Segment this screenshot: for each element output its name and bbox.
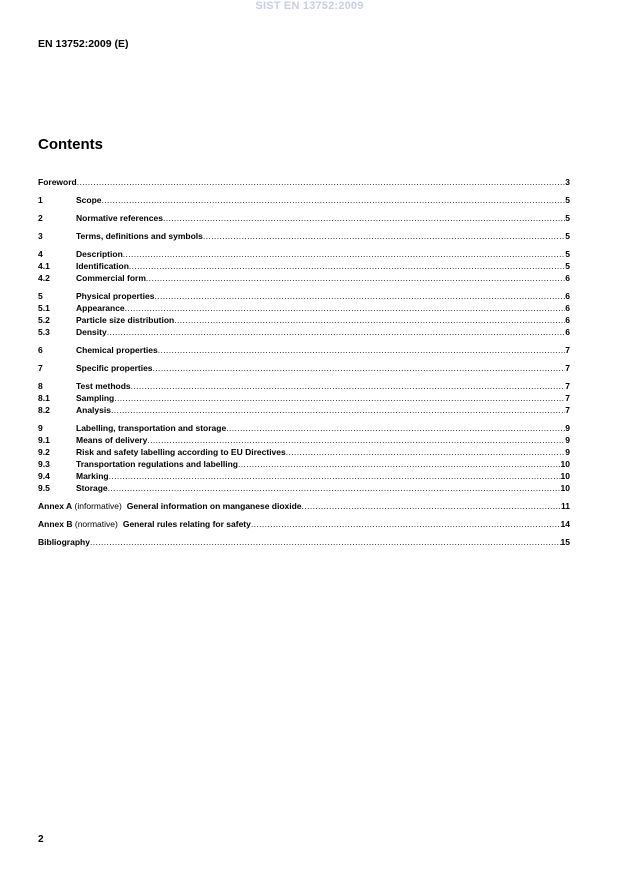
watermark: SIST EN 13752:2009 xyxy=(255,0,364,12)
toc-title: Marking xyxy=(76,471,109,481)
toc-title: Transportation regulations and labelling xyxy=(76,459,238,469)
toc-leader xyxy=(251,518,561,530)
contents-heading: Contents xyxy=(38,136,103,153)
toc-title: Appearance xyxy=(76,303,125,313)
toc-page: 14 xyxy=(560,519,570,529)
toc-number: 4 xyxy=(38,249,43,259)
toc-page: 10 xyxy=(560,483,570,493)
toc-entry[interactable] xyxy=(38,434,570,446)
toc-leader xyxy=(102,194,566,206)
toc-page: 5 xyxy=(565,195,570,205)
toc-title: General rules relating for safety xyxy=(122,519,251,529)
toc-title: General information on manganese dioxide xyxy=(126,501,302,511)
toc-entry[interactable] xyxy=(38,248,570,260)
toc-title: Sampling xyxy=(76,393,115,403)
toc-page: 5 xyxy=(565,231,570,241)
toc-entry[interactable] xyxy=(38,272,570,284)
toc-leader xyxy=(107,326,566,338)
toc-page: 9 xyxy=(565,435,570,445)
toc-page: 7 xyxy=(565,381,570,391)
toc-number: 5.3 xyxy=(38,327,50,337)
toc-number: 8.2 xyxy=(38,405,50,415)
toc-page: 7 xyxy=(565,345,570,355)
toc-entry[interactable] xyxy=(38,230,570,242)
toc-entry-annex-b[interactable] xyxy=(38,518,570,530)
toc-leader xyxy=(226,422,565,434)
toc-page: 6 xyxy=(565,315,570,325)
toc-page: 6 xyxy=(565,273,570,283)
toc-title: Terms, definitions and symbols xyxy=(76,231,203,241)
toc-leader xyxy=(163,212,565,224)
toc-title: Specific properties xyxy=(76,363,153,373)
toc-entry[interactable] xyxy=(38,290,570,302)
toc-number: 7 xyxy=(38,363,43,373)
toc-entry[interactable] xyxy=(38,362,570,374)
toc-page: 7 xyxy=(565,405,570,415)
toc-number: 9.5 xyxy=(38,483,50,493)
toc-leader xyxy=(154,290,565,302)
toc-page: 7 xyxy=(565,363,570,373)
toc-number: 5.2 xyxy=(38,315,50,325)
annex-kind: (normative) xyxy=(74,519,118,529)
toc-page: 10 xyxy=(560,459,570,469)
document-id-header: EN 13752:2009 (E) xyxy=(38,38,129,50)
toc-title: Test methods xyxy=(76,381,131,391)
toc-number: 9.2 xyxy=(38,447,50,457)
toc-leader xyxy=(203,230,565,242)
toc-entry[interactable] xyxy=(38,260,570,272)
toc-leader xyxy=(174,314,565,326)
toc-page: 5 xyxy=(565,213,570,223)
toc-entry-annex-a[interactable] xyxy=(38,500,570,512)
toc-leader xyxy=(90,536,561,548)
toc-entry[interactable] xyxy=(38,422,570,434)
toc-leader xyxy=(147,434,565,446)
toc-entry[interactable] xyxy=(38,194,570,206)
toc-page: 10 xyxy=(560,471,570,481)
toc-entry[interactable] xyxy=(38,482,570,494)
toc-number: 5.1 xyxy=(38,303,50,313)
toc-title: Storage xyxy=(76,483,108,493)
toc-title: Bibliography xyxy=(38,537,90,547)
toc-title: Chemical properties xyxy=(76,345,158,355)
toc-entry[interactable] xyxy=(38,380,570,392)
toc-leader xyxy=(146,272,565,284)
toc-leader xyxy=(114,392,565,404)
toc-number: 8.1 xyxy=(38,393,50,403)
toc-entry-foreword[interactable] xyxy=(38,176,570,188)
toc-entry[interactable] xyxy=(38,446,570,458)
page-number: 2 xyxy=(38,834,44,845)
toc-title: Commercial form xyxy=(76,273,146,283)
toc-leader xyxy=(158,344,566,356)
annex-kind: (informative) xyxy=(74,501,122,511)
toc-entry[interactable] xyxy=(38,302,570,314)
toc-entry[interactable] xyxy=(38,470,570,482)
toc-page: 6 xyxy=(565,291,570,301)
toc-number: 3 xyxy=(38,231,43,241)
toc-number: 1 xyxy=(38,195,43,205)
toc-page: 9 xyxy=(565,423,570,433)
toc-title: Density xyxy=(76,327,107,337)
toc-title: Physical properties xyxy=(76,291,155,301)
toc-leader xyxy=(77,176,566,188)
toc-page: 6 xyxy=(565,303,570,313)
toc-number: 9.3 xyxy=(38,459,50,469)
toc-title: Description xyxy=(76,249,123,259)
annex-label: Annex A xyxy=(38,501,73,511)
toc-leader xyxy=(129,260,565,272)
toc-entry[interactable] xyxy=(38,212,570,224)
toc-page: 11 xyxy=(561,501,570,511)
toc-title: Identification xyxy=(76,261,129,271)
toc-title: Analysis xyxy=(76,405,111,415)
toc-entry[interactable] xyxy=(38,392,570,404)
toc-leader xyxy=(111,404,565,416)
toc-entry[interactable] xyxy=(38,404,570,416)
toc-page: 3 xyxy=(565,177,570,187)
toc-leader xyxy=(286,446,566,458)
toc-number: 4.1 xyxy=(38,261,50,271)
toc-number: 8 xyxy=(38,381,43,391)
toc-page: 15 xyxy=(560,537,570,547)
toc-page: 6 xyxy=(565,327,570,337)
toc-title: Labelling, transportation and storage xyxy=(76,423,227,433)
toc-leader xyxy=(123,248,566,260)
toc-title: Scope xyxy=(76,195,102,205)
toc-number: 4.2 xyxy=(38,273,50,283)
toc-number: 6 xyxy=(38,345,43,355)
toc-page: 7 xyxy=(565,393,570,403)
toc-page: 5 xyxy=(565,249,570,259)
toc-title: Normative references xyxy=(76,213,163,223)
toc-title: Means of delivery xyxy=(76,435,148,445)
toc-entry[interactable] xyxy=(38,314,570,326)
toc-entry[interactable] xyxy=(38,458,570,470)
toc-leader xyxy=(131,380,566,392)
toc-title: Particle size distribution xyxy=(76,315,175,325)
toc-title: Foreword xyxy=(38,177,77,187)
toc-leader xyxy=(108,482,561,494)
toc-leader xyxy=(302,500,561,512)
annex-label: Annex B xyxy=(38,519,73,529)
toc-entry[interactable] xyxy=(38,344,570,356)
toc-number: 9 xyxy=(38,423,43,433)
toc-number: 9.1 xyxy=(38,435,50,445)
toc-title: Risk and safety labelling according to EU Directives xyxy=(76,447,286,457)
toc-number: 9.4 xyxy=(38,471,50,481)
toc-number: 5 xyxy=(38,291,43,301)
toc-leader xyxy=(109,470,561,482)
toc-leader xyxy=(238,458,561,470)
toc-entry[interactable] xyxy=(38,326,570,338)
toc-entry-bibliography[interactable] xyxy=(38,536,570,548)
toc-leader xyxy=(125,302,566,314)
toc-number: 2 xyxy=(38,213,43,223)
toc-page: 5 xyxy=(565,261,570,271)
toc-page: 9 xyxy=(565,447,570,457)
toc-leader xyxy=(153,362,566,374)
table-of-contents xyxy=(38,176,570,548)
